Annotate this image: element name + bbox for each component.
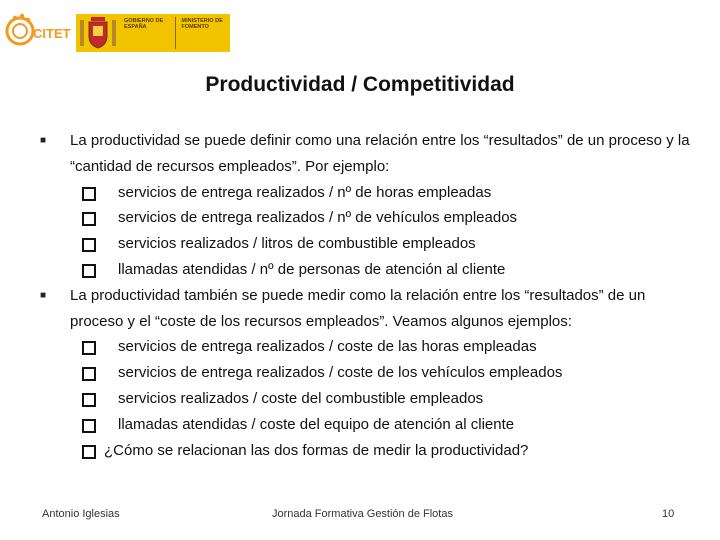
- ministerio-label: MINISTERIO DE FOMENTO: [181, 18, 223, 30]
- bullet-item: [40, 283, 690, 335]
- bullet-list: [40, 128, 690, 463]
- list-item: [40, 257, 690, 283]
- logo-divider: [175, 17, 176, 49]
- list-item: [40, 231, 690, 257]
- square-bullet-icon: ■: [40, 289, 47, 301]
- list-item: [40, 205, 690, 231]
- list-item: [40, 438, 690, 464]
- slide-title: Productividad / Competitividad: [205, 73, 515, 96]
- list-item: [40, 386, 690, 412]
- list-item-text: servicios de entrega realizados / nº de vehículos empleados: [118, 209, 518, 227]
- spain-coat-of-arms-icon: [76, 14, 120, 52]
- checkbox-bullet-icon: [82, 264, 95, 277]
- gobierno-label: GOBIERNO DE ESPAÑA: [124, 18, 164, 30]
- list-item-text: servicios realizados / litros de combustible empleados: [118, 235, 476, 253]
- checkbox-bullet-icon: [82, 187, 95, 200]
- list-item: [40, 360, 690, 386]
- citet-logo-text: CITET: [33, 26, 71, 41]
- list-item-text: servicios realizados / coste del combustible empleados: [118, 389, 484, 407]
- list-item: [40, 334, 690, 360]
- list-item-text: llamadas atendidas / nº de personas de atención al cliente: [118, 260, 506, 278]
- checkbox-bullet-icon: [82, 419, 95, 432]
- page-number: 10: [662, 508, 675, 520]
- list-item-text: servicios de entrega realizados / nº de horas empleadas: [118, 183, 492, 201]
- checkbox-bullet-icon: [82, 393, 95, 406]
- footer-author: Antonio Iglesias: [42, 508, 120, 520]
- square-bullet-icon: ■: [40, 135, 47, 146]
- gobierno-espana-logo: [76, 14, 230, 52]
- checkbox-bullet-icon: [82, 238, 95, 251]
- list-item-text: ¿Cómo se relacionan las dos formas de medir la productividad?: [104, 441, 529, 459]
- list-item-text: servicios de entrega realizados / coste de los vehículos empleados: [118, 364, 563, 382]
- bullet-text: La productividad se puede definir como una relación entre los “resultados” de un proceso y la “cantidad de recursos empleados”. Por ejemplo:: [70, 132, 690, 175]
- checkbox-bullet-icon: [82, 367, 95, 380]
- bullet-text: La productividad también se puede medir como la relación entre los “resultados” de un proceso y el “coste de los recursos empleados”. Veamos algunos ejemplos:: [70, 286, 646, 330]
- list-item-text: llamadas atendidas / coste del equipo de atención al cliente: [118, 415, 515, 433]
- list-item: [40, 180, 690, 206]
- footer-event: Jornada Formativa Gestión de Flotas: [272, 508, 453, 520]
- bullet-item: [40, 128, 690, 180]
- list-item-text: servicios de entrega realizados / coste de las horas empleadas: [118, 338, 537, 356]
- list-item: [40, 412, 690, 438]
- checkbox-bullet-icon: [82, 212, 95, 225]
- checkbox-bullet-icon: [82, 341, 95, 354]
- citet-logo: [6, 8, 71, 54]
- checkbox-bullet-icon: [82, 445, 95, 458]
